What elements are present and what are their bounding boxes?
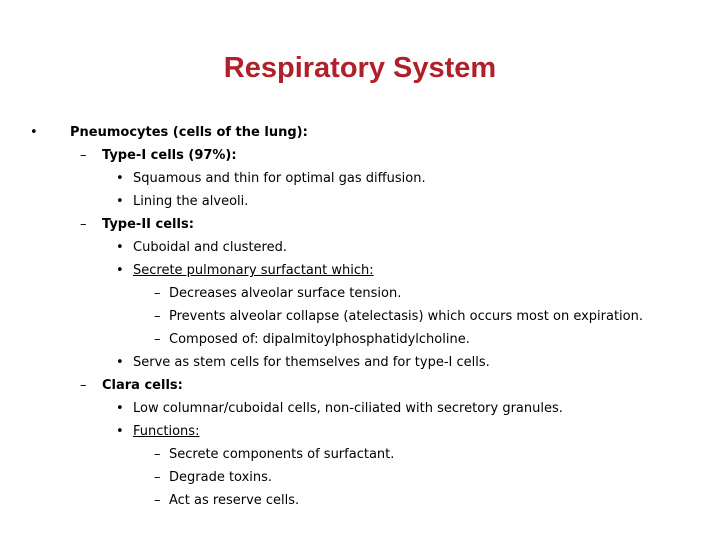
bullet-marker: • bbox=[116, 424, 124, 439]
bullet-marker: • bbox=[116, 263, 124, 278]
clara-functions: Functions: bbox=[133, 424, 200, 439]
dash-marker: – bbox=[154, 493, 161, 508]
dash-marker: – bbox=[154, 470, 161, 485]
function-subitem: Act as reserve cells. bbox=[169, 493, 300, 508]
dash-marker: – bbox=[154, 447, 161, 462]
bullet-marker: • bbox=[116, 401, 124, 416]
dash-marker: – bbox=[80, 378, 87, 393]
dash-marker: – bbox=[154, 309, 161, 324]
bullet-marker: • bbox=[30, 125, 38, 140]
function-subitem: Degrade toxins. bbox=[169, 470, 273, 485]
pneumocytes-heading: Pneumocytes (cells of the lung): bbox=[70, 125, 308, 140]
type2-heading: Type-II cells: bbox=[102, 217, 194, 232]
dash-marker: – bbox=[80, 217, 87, 232]
clara-item: Low columnar/cuboidal cells, non-ciliated with secretory granules. bbox=[133, 401, 563, 416]
slide-title: Respiratory System bbox=[223, 52, 497, 84]
bullet-marker: • bbox=[116, 240, 124, 255]
clara-heading: Clara cells: bbox=[102, 378, 183, 393]
dash-marker: – bbox=[80, 148, 87, 163]
bullet-marker: • bbox=[116, 194, 124, 209]
surfactant-subitem: Decreases alveolar surface tension. bbox=[169, 286, 402, 301]
surfactant-subitem: Prevents alveolar collapse (atelectasis) which occurs most on expiration. bbox=[169, 309, 643, 324]
type1-heading: Type-I cells (97%): bbox=[102, 148, 237, 163]
bullet-marker: • bbox=[116, 171, 124, 186]
type2-item: Serve as stem cells for themselves and for type-I cells. bbox=[133, 355, 490, 370]
type2-item-surfactant: Secrete pulmonary surfactant which: bbox=[133, 263, 374, 278]
dash-marker: – bbox=[154, 286, 161, 301]
surfactant-subitem: Composed of: dipalmitoylphosphatidylcholine. bbox=[169, 332, 470, 347]
dash-marker: – bbox=[154, 332, 161, 347]
type1-item: Squamous and thin for optimal gas diffusion. bbox=[133, 171, 426, 186]
type1-item: Lining the alveoli. bbox=[133, 194, 249, 209]
function-subitem: Secrete components of surfactant. bbox=[169, 447, 395, 462]
bullet-marker: • bbox=[116, 355, 124, 370]
type2-item: Cuboidal and clustered. bbox=[133, 240, 287, 255]
